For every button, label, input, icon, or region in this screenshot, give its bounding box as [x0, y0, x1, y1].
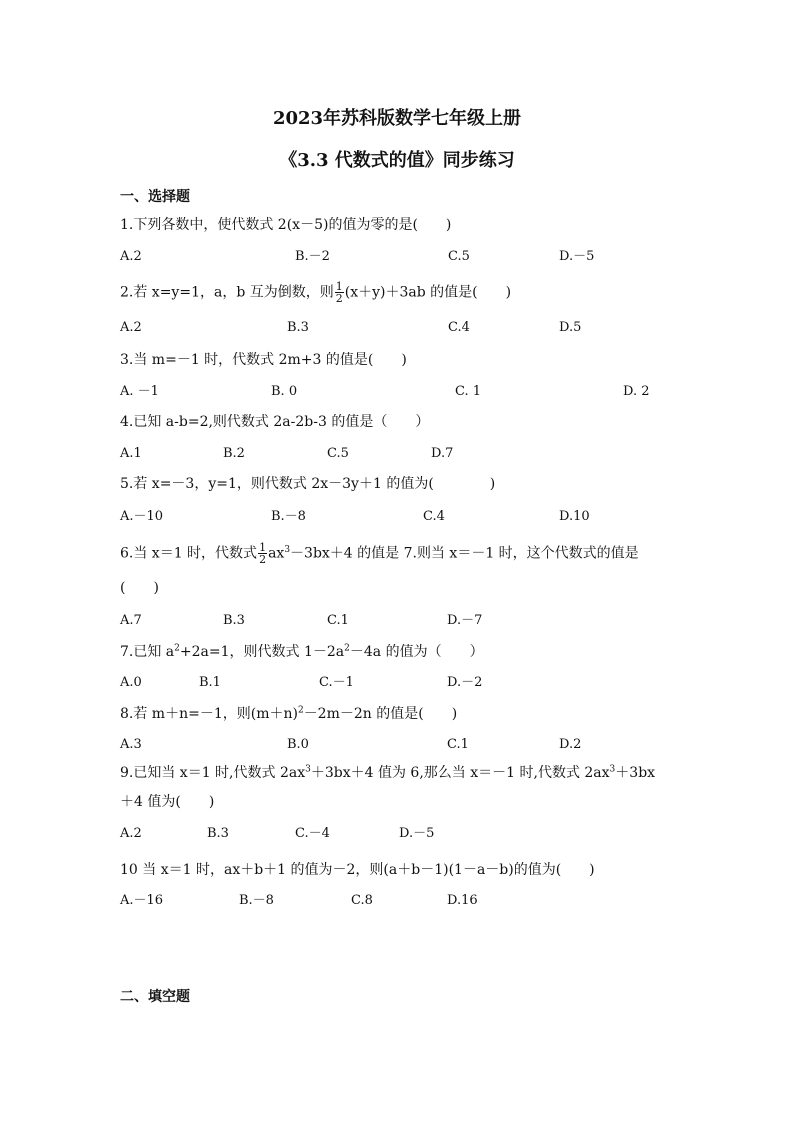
fraction-numerator: 1 — [335, 280, 343, 293]
question-7-option-b: B.1 — [199, 675, 221, 690]
question-8-option-a: A.3 — [120, 737, 142, 752]
question-7-option-a: A.0 — [120, 675, 142, 690]
question-2-option-b: B.3 — [287, 320, 309, 335]
question-10-option-d: D.16 — [447, 893, 478, 908]
fraction-denominator: 2 — [259, 553, 267, 566]
question-6-option-d: D.－7 — [447, 613, 483, 628]
question-5-option-a: A.－10 — [120, 509, 164, 524]
question-2-option-d: D.5 — [559, 320, 582, 335]
question-9 — [120, 763, 655, 783]
question-2-stem-end: (x＋y)＋3ab 的值是( ) — [344, 284, 512, 301]
question-1-option-a: A.2 — [120, 249, 142, 264]
question-1-option-c: C.5 — [448, 249, 470, 264]
question-1: 1.下列各数中，使代数式 2(x－5)的值为零的是( ) — [120, 217, 452, 233]
exponent: 2 — [174, 643, 180, 654]
question-2-stem-start: 2.若 x=y=1，a，b 互为倒数，则 — [120, 284, 334, 301]
question-6-option-b: B.3 — [223, 613, 245, 628]
question-6 — [120, 542, 639, 565]
question-7-stem-start: 7.已知 a — [120, 644, 175, 660]
question-5: 5.若 x=－3，y=1，则代数式 2x－3y＋1 的值为( ) — [120, 476, 496, 492]
exponent: 2 — [344, 643, 350, 654]
question-7-stem-end: －4a 的值为（ ） — [349, 644, 484, 660]
question-9-stem-end: ＋3bx — [615, 765, 656, 781]
question-8-option-d: D.2 — [559, 737, 582, 752]
question-6-stem-middle: ax — [268, 545, 285, 562]
exponent: 3 — [284, 544, 291, 555]
page-title: 2023年苏科版数学七年级上册 — [272, 108, 522, 129]
question-6-stem-start: 6.当 x＝1 时，代数式 — [120, 545, 258, 562]
question-6-option-c: C.1 — [327, 613, 349, 628]
question-9-stem-start: 9.已知当 x＝1 时,代数式 2ax — [120, 765, 306, 781]
question-10-option-c: C.8 — [351, 893, 373, 908]
question-8-stem-start: 8.若 m＋n=－1，则(m＋n) — [120, 706, 298, 722]
question-5-option-b: B.－8 — [271, 509, 306, 524]
question-5-option-c: C.4 — [423, 509, 445, 524]
fraction — [335, 281, 344, 304]
question-8-option-b: B.0 — [287, 737, 309, 752]
question-4-option-d: D.7 — [431, 446, 454, 461]
question-10-option-b: B.－8 — [239, 893, 274, 908]
section-fill-heading: 二、填空题 — [120, 989, 190, 1005]
fraction-numerator: 1 — [259, 541, 267, 554]
question-6-option-a: A.7 — [120, 613, 142, 628]
question-8-option-c: C.1 — [447, 737, 469, 752]
exponent: 3 — [305, 764, 311, 775]
question-9-option-b: B.3 — [207, 826, 229, 841]
question-3: 3.当 m=－1 时，代数式 2m+3 的值是( ) — [120, 352, 407, 368]
question-4-option-b: B.2 — [223, 446, 245, 461]
question-9-option-c: C.－4 — [295, 826, 330, 841]
question-2-option-a: A.2 — [120, 320, 142, 335]
exponent: 2 — [297, 705, 304, 716]
fraction-denominator: 2 — [335, 292, 343, 305]
question-6-stem-end: －3bx＋4 的值是 7.则当 x＝－1 时，这个代数式的值是 — [290, 545, 639, 562]
question-8-stem-end: －2m－2n 的值是( ) — [303, 706, 458, 722]
question-7 — [120, 642, 484, 662]
page-subtitle: 《3.3 代数式的值》同步练习 — [279, 150, 515, 171]
question-1-option-b: B.－2 — [295, 249, 330, 264]
question-9-line-2: ＋4 值为( ) — [120, 794, 215, 810]
fraction — [258, 542, 267, 565]
section-choice-heading: 一、选择题 — [120, 189, 190, 205]
question-3-option-a: A. －1 — [120, 384, 159, 399]
question-5-option-d: D.10 — [559, 509, 590, 524]
question-3-option-b: B. 0 — [271, 384, 298, 399]
question-9-stem-middle: ＋3bx＋4 值为 6,那么当 x＝－1 时,代数式 2ax — [310, 765, 610, 781]
question-2-option-c: C.4 — [448, 320, 470, 335]
question-2 — [120, 281, 511, 304]
question-8 — [120, 704, 457, 724]
question-7-option-d: D.－2 — [447, 675, 483, 690]
question-3-option-d: D. 2 — [623, 384, 650, 399]
question-9-option-a: A.2 — [120, 826, 142, 841]
question-4: 4.已知 a-b=2,则代数式 2a-2b-3 的值是（ ） — [120, 414, 430, 430]
question-7-option-c: C.－1 — [319, 675, 354, 690]
question-7-stem-middle: +2a=1，则代数式 1－2a — [179, 644, 345, 660]
exponent: 3 — [609, 764, 616, 775]
question-10-option-a: A.－16 — [120, 893, 164, 908]
question-1-option-d: D.－5 — [559, 249, 595, 264]
question-3-option-c: C. 1 — [455, 384, 482, 399]
question-10: 10 当 x＝1 时，ax＋b＋1 的值为－2，则(a＋b－1)(1－a－b)的值为( ) — [120, 862, 595, 878]
question-6-line-2: ( ) — [120, 580, 159, 596]
question-9-option-d: D.－5 — [399, 826, 435, 841]
question-4-option-c: C.5 — [327, 446, 349, 461]
question-4-option-a: A.1 — [120, 446, 142, 461]
